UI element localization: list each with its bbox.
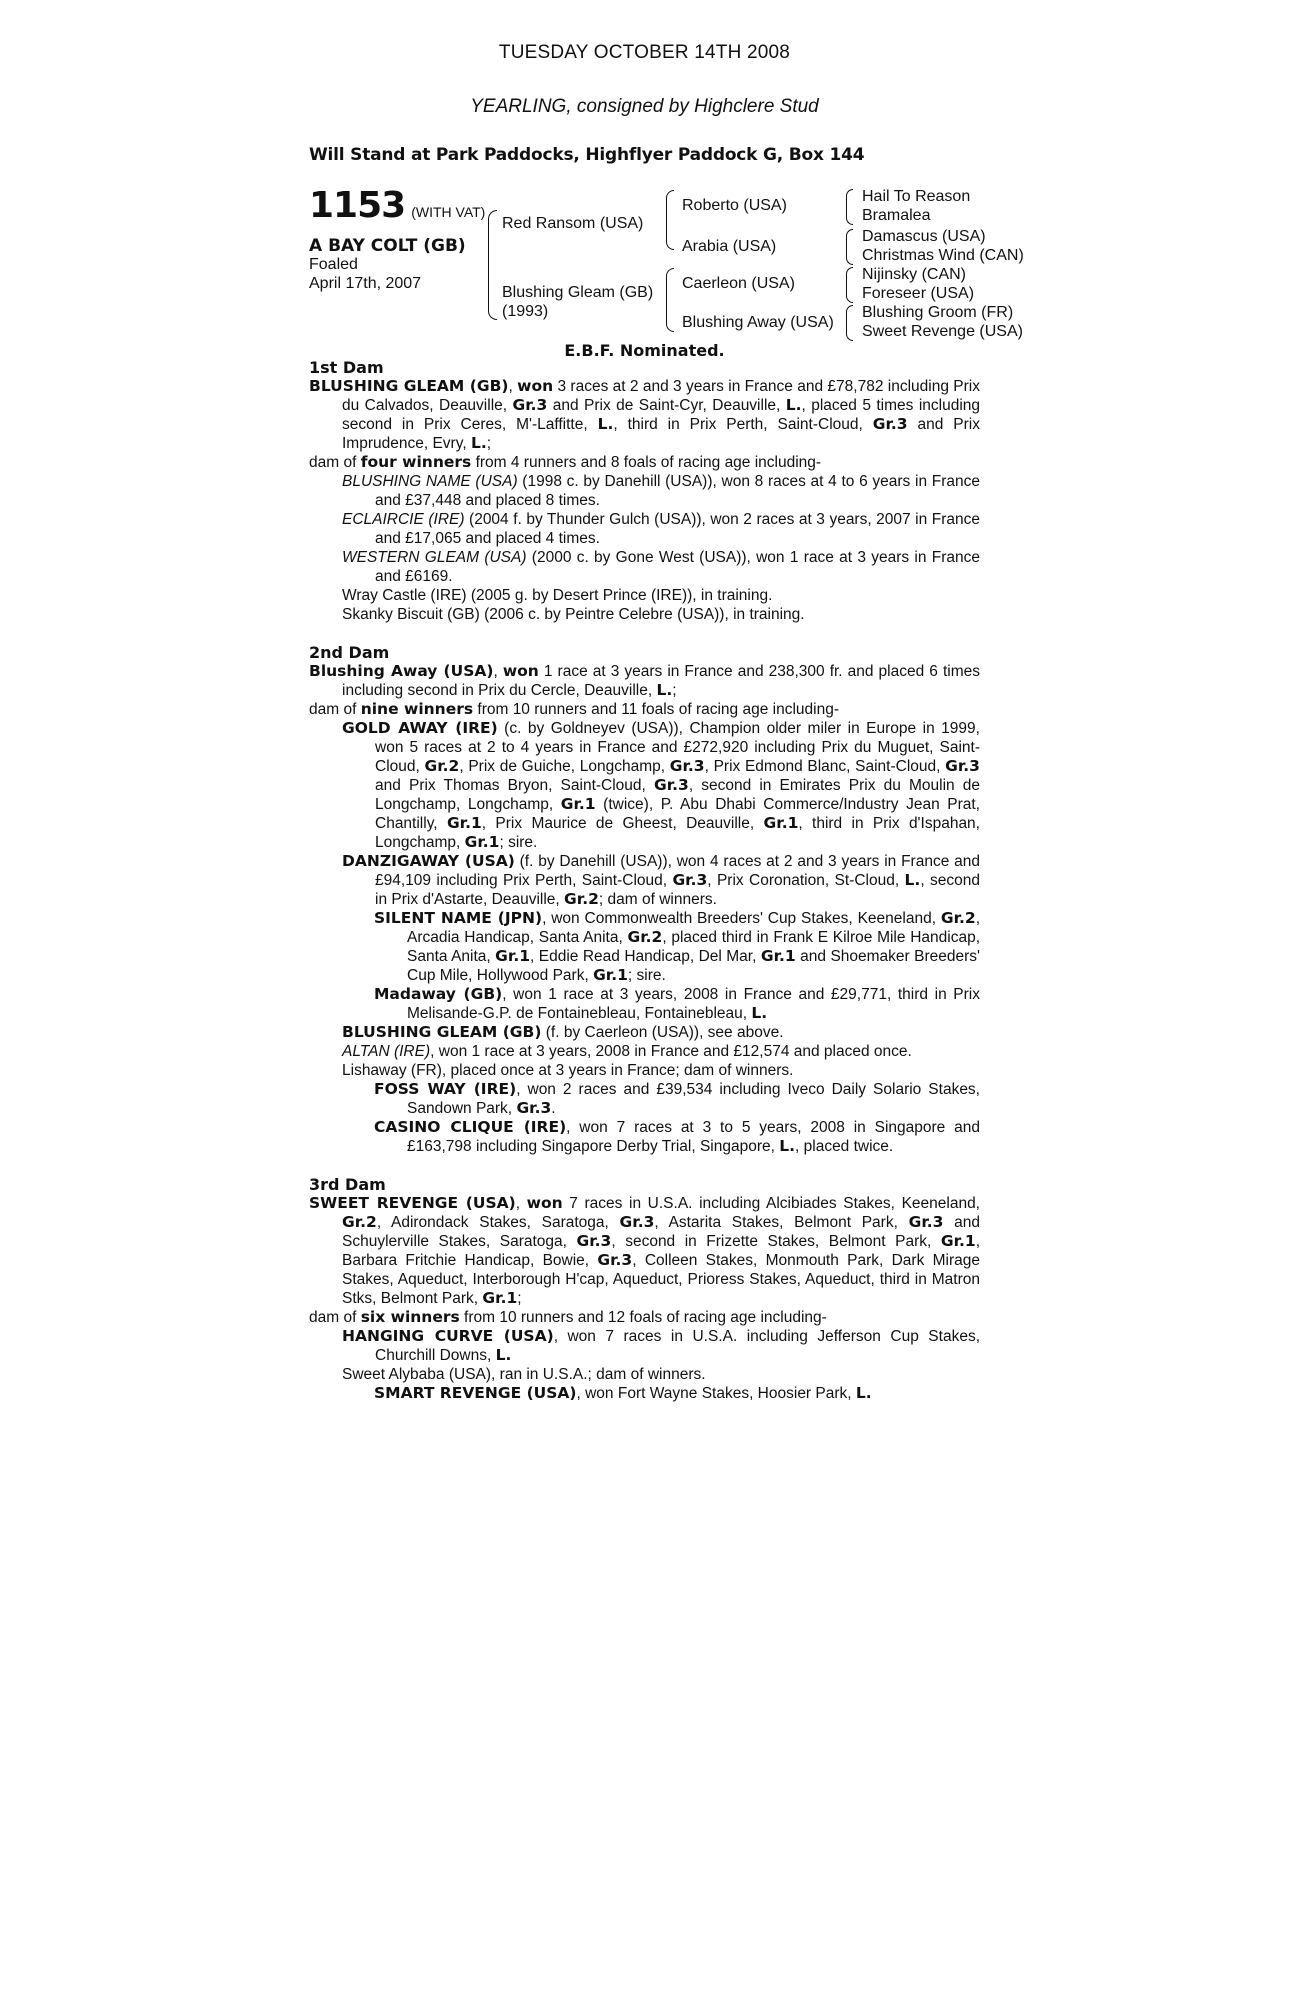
pedigree-gen3-2: Bramalea: [862, 207, 931, 224]
ebf-nominated: E.B.F. Nominated.: [564, 341, 725, 360]
section-heading: 1st Dam: [309, 358, 384, 377]
vat-note: (WITH VAT): [411, 204, 486, 220]
produce-entry: DANZIGAWAY (USA) (f. by Danehill (USA)), won 4 races at 2 and 3 years in France and £94,109 including Prix Perth, Saint-Cloud, Gr.3, Prix Coronation, St-Cloud, L., second in Prix d'Astarte, Deauville, Gr.2; dam of winners.: [342, 852, 980, 908]
pedigree-gen3-5: Nijinsky (CAN): [862, 266, 966, 283]
produce-entry: dam of nine winners from 10 runners and 11 foals of racing age including-: [309, 700, 839, 718]
produce-entry: SWEET REVENGE (USA), won 7 races in U.S.A. including Alcibiades Stakes, Keeneland, Gr.2, Adirondack Stakes, Saratoga, Gr.3, Astarita Stakes, Belmont Park, Gr.3 and Schuylerville Stakes, Saratoga, Gr.3, second in Frizette Stakes, Belmont Park, Gr.1, Barbara Fritchie Handicap, Bowie, Gr.3, Colleen Stakes, Monmouth Park, Dark Mirage Stakes, Aqueduct, Interborough H'cap, Aqueduct, Prioress Stakes, Aqueduct, third in Matron Stks, Belmont Park, Gr.1;: [309, 1194, 980, 1307]
produce-entry: Wray Castle (IRE) (2005 g. by Desert Prince (IRE)), in training.: [342, 587, 773, 604]
produce-entry: ALTAN (IRE), won 1 race at 3 years, 2008 in France and £12,574 and placed once.: [342, 1043, 912, 1060]
sale-date: TUESDAY OCTOBER 14TH 2008: [498, 42, 791, 63]
produce-entry: BLUSHING NAME (USA) (1998 c. by Danehill (USA)), won 8 races at 4 to 6 years in France and £37,448 and placed 8 times.: [342, 473, 980, 509]
produce-entry: dam of six winners from 10 runners and 12 foals of racing age including-: [309, 1308, 827, 1326]
foaled-label: Foaled: [309, 256, 358, 273]
produce-entry: dam of four winners from 4 runners and 8 foals of racing age including-: [309, 453, 822, 471]
produce-entry: WESTERN GLEAM (USA) (2000 c. by Gone West (USA)), won 1 race at 3 years in France and £6169.: [342, 549, 980, 585]
pedigree-gen3-6: Foreseer (USA): [862, 285, 975, 302]
produce-entry: SILENT NAME (JPN), won Commonwealth Breeders' Cup Stakes, Keeneland, Gr.2, Arcadia Handicap, Santa Anita, Gr.2, placed third in Frank E Kilroe Mile Handicap, Santa Anita, Gr.1, Eddie Read Handicap, Del Mar, Gr.1 and Shoemaker Breeders' Cup Mile, Hollywood Park, Gr.1; sire.: [374, 909, 981, 984]
produce-record: [309, 358, 980, 1403]
produce-entry: SMART REVENGE (USA), won Fort Wayne Stakes, Hoosier Park, L.: [374, 1384, 872, 1402]
produce-entry: Madaway (GB), won 1 race at 3 years, 2008 in France and £29,771, third in Prix Melisande-G.P. de Fontainebleau, Fontainebleau, L.: [374, 985, 981, 1022]
produce-entry: Sweet Alybaba (USA), ran in U.S.A.; dam of winners.: [342, 1366, 706, 1383]
consignor-line: YEARLING, consigned by Highclere Stud: [470, 96, 819, 117]
produce-entry: ECLAIRCIE (IRE) (2004 f. by Thunder Gulch (USA)), won 2 races at 3 years, 2007 in France and £17,065 and placed 4 times.: [342, 511, 980, 547]
lot-number: 1153: [309, 185, 406, 226]
section-spacer: [309, 624, 980, 643]
pedigree-brace-g3-4: [846, 305, 853, 341]
lot-description: A BAY COLT (GB): [309, 236, 466, 256]
section-heading: 2nd Dam: [309, 643, 390, 662]
produce-entry: FOSS WAY (IRE), won 2 races and £39,534 including Iveco Daily Solario Stakes, Sandown Park, Gr.3.: [374, 1080, 980, 1117]
pedigree-brace-g3-3: [846, 267, 853, 303]
pedigree-sire-sire: Roberto (USA): [682, 197, 787, 214]
produce-entry: Skanky Biscuit (GB) (2006 c. by Peintre Celebre (USA)), in training.: [342, 606, 805, 623]
produce-entry: BLUSHING GLEAM (GB), won 3 races at 2 and 3 years in France and £78,782 including Prix du Calvados, Deauville, Gr.3 and Prix de Saint-Cyr, Deauville, L., placed 5 times including second in Prix Ceres, M'-Laffitte, L., third in Prix Perth, Saint-Cloud, Gr.3 and Prix Imprudence, Evry, L.;: [309, 377, 981, 452]
pedigree-gen3-4: Christmas Wind (CAN): [862, 247, 1024, 264]
pedigree-brace-g3-2: [846, 229, 853, 265]
produce-entry: Blushing Away (USA), won 1 race at 3 years in France and 238,300 fr. and placed 6 times including second in Prix du Cercle, Deauville, L.;: [309, 662, 980, 699]
produce-entry: GOLD AWAY (IRE) (c. by Goldneyev (USA)), Champion older miler in Europe in 1999, won 5 races at 2 to 4 years in France and £272,920 including Prix du Muguet, Saint-Cloud, Gr.2, Prix de Guiche, Longchamp, Gr.3, Prix Edmond Blanc, Saint-Cloud, Gr.3 and Prix Thomas Bryon, Saint-Cloud, Gr.3, second in Emirates Prix du Moulin de Longchamp, Longchamp, Gr.1 (twice), P. Abu Dhabi Commerce/Industry Jean Prat, Chantilly, Gr.1, Prix Maurice de Gheest, Deauville, Gr.1, third in Prix d'Ispahan, Longchamp, Gr.1; sire.: [342, 719, 981, 851]
pedigree-gen3-7: Blushing Groom (FR): [862, 304, 1014, 321]
foaled-date: April 17th, 2007: [309, 275, 422, 292]
produce-entry: Lishaway (FR), placed once at 3 years in France; dam of winners.: [342, 1062, 794, 1079]
pedigree-dam-dam: Blushing Away (USA): [682, 314, 834, 331]
stand-location: Will Stand at Park Paddocks, Highflyer Paddock G, Box 144: [309, 145, 865, 165]
produce-entry: BLUSHING GLEAM (GB) (f. by Caerleon (USA)), see above.: [342, 1023, 784, 1041]
produce-entry: CASINO CLIQUE (IRE), won 7 races at 3 to 5 years, 2008 in Singapore and £163,798 including Singapore Derby Trial, Singapore, L., placed twice.: [374, 1118, 980, 1155]
pedigree-dam-sire: Caerleon (USA): [682, 275, 795, 292]
pedigree-brace-dam: [666, 268, 674, 332]
pedigree-gen3-8: Sweet Revenge (USA): [862, 323, 1023, 340]
pedigree-sire: Red Ransom (USA): [502, 215, 644, 232]
pedigree-brace-sire: [666, 190, 674, 250]
section-spacer: [309, 1156, 980, 1175]
pedigree-dam-year: (1993): [502, 303, 549, 320]
produce-entry: HANGING CURVE (USA), won 7 races in U.S.A. including Jefferson Cup Stakes, Churchill Downs, L.: [342, 1327, 980, 1364]
pedigree-brace-g3-1: [846, 189, 853, 225]
pedigree-dam: Blushing Gleam (GB): [502, 284, 654, 301]
pedigree-sire-dam: Arabia (USA): [682, 238, 777, 255]
lot-number-block: [309, 185, 485, 226]
pedigree-gen3-3: Damascus (USA): [862, 228, 986, 245]
section-heading: 3rd Dam: [309, 1175, 386, 1194]
pedigree-brace-gen1: [488, 210, 497, 320]
pedigree-gen3-1: Hail To Reason: [862, 188, 971, 205]
